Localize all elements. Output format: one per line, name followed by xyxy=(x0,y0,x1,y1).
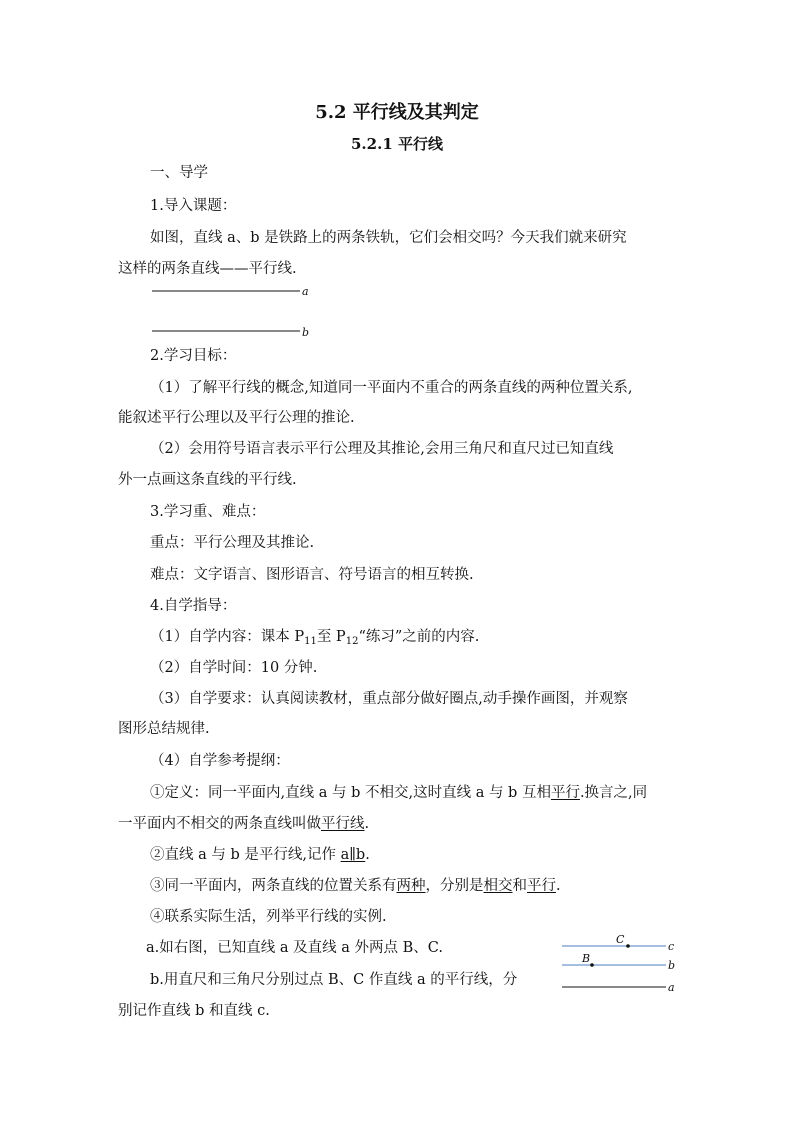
guide-item-1: （1）自学内容：课本 $P_{11}$至 $P_{12}“$练习”之前的内容. xyxy=(150,629,480,647)
guide-item-3-line1: （3）自学要求：认真阅读教材，重点部分做好圈点,动手操作画图，并观察 xyxy=(150,691,628,707)
outline-item-4a: a.如右图，已知直线 a 及直线 a 外两点 B、C. xyxy=(146,940,443,956)
outline-item-4b-line2: 别记作直线 b 和直线 c. xyxy=(118,1003,270,1019)
line-a-label: a xyxy=(302,285,309,298)
intro-heading: 1.导入课题： xyxy=(150,198,237,214)
point-b xyxy=(590,963,594,967)
section-heading: 一、导学 xyxy=(150,165,208,181)
parallel-construction-figure xyxy=(552,928,692,994)
guide-item-2: （2）自学时间：10 分钟. xyxy=(150,660,318,676)
guide-item-3-line2: 图形总结规律. xyxy=(118,721,210,737)
outline-item-1-line1: ①定义：同一平面内,直线 a 与 b 不相交,这时直线 a 与 b 互相平行.换言之,同 xyxy=(150,785,648,801)
goal1-line2: 能叙述平行公理以及平行公理的推论. xyxy=(118,410,355,426)
page-title: 5.2 平行线及其判定 xyxy=(315,102,479,123)
parallel-lines-figure xyxy=(140,280,320,342)
outline-item-1-line2: 一平面内不相交的两条直线叫做平行线. xyxy=(118,816,370,832)
section-subtitle: 5.2.1 平行线 xyxy=(351,135,443,153)
guide-item-4: （4）自学参考提纲： xyxy=(150,753,290,769)
line-b-label: b xyxy=(302,326,310,339)
outline-item-4: ④联系实际生活，列举平行线的实例. xyxy=(150,909,387,925)
line-c-label: c xyxy=(668,940,675,953)
line-a-label: a xyxy=(668,981,675,994)
guide-heading: 4.自学指导： xyxy=(150,598,237,614)
outline-item-3: ③同一平面内，两条直线的位置关系有两种，分别是相交和平行. xyxy=(150,878,561,894)
key-heading: 3.学习重、难点： xyxy=(150,504,266,520)
hard-point: 难点：文字语言、图形语言、符号语言的相互转换. xyxy=(150,567,474,583)
intro-text-line1: 如图，直线 a、b 是铁路上的两条铁轨，它们会相交吗？今天我们就来研究 xyxy=(150,230,627,246)
point-c-label: C xyxy=(616,933,625,946)
goal2-line1: （2）会用符号语言表示平行公理及其推论,会用三角尺和直尺过已知直线 xyxy=(150,441,614,457)
goals-heading: 2.学习目标： xyxy=(150,348,237,364)
key-point: 重点：平行公理及其推论. xyxy=(150,535,315,551)
outline-item-2: ②直线 a 与 b 是平行线,记作 a∥b. xyxy=(150,847,370,863)
goal1-line1: （1）了解平行线的概念,知道同一平面内不重合的两条直线的两种位置关系, xyxy=(150,380,633,396)
point-b-label: B xyxy=(582,952,591,965)
outline-item-4b-line1: b.用直尺和三角尺分别过点 B、C 作直线 a 的平行线，分 xyxy=(150,972,518,988)
intro-text-line2: 这样的两条直线——平行线. xyxy=(118,261,297,277)
line-b-label: b xyxy=(668,959,676,972)
point-c xyxy=(626,944,630,948)
goal2-line2: 外一点画这条直线的平行线. xyxy=(118,472,297,488)
